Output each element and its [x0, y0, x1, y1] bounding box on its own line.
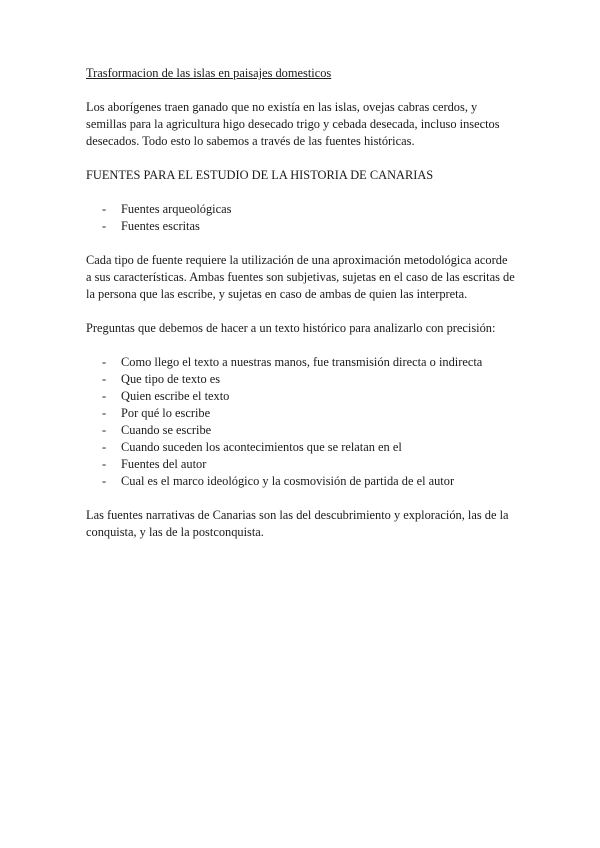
list-item	[86, 371, 516, 388]
list-item-text: Cual es el marco ideológico y la cosmovisión de partida de el autor	[121, 474, 455, 488]
document-page	[86, 65, 516, 558]
list-item	[86, 439, 516, 456]
bullet-dash: -	[102, 457, 107, 471]
list-item-text: Que tipo de texto es	[121, 372, 221, 386]
list-item-text: Fuentes arqueológicas	[121, 202, 232, 216]
bullet-dash: -	[102, 474, 107, 488]
list-item-text: Quien escribe el texto	[121, 389, 230, 403]
intro-paragraph: Los aborígenes traen ganado que no existía en las islas, ovejas cabras cerdos, y semillas para la agricultura higo desecado trigo y cebada desecada, incluso insectos desecados. Todo esto lo sabemos a través de las fuentes históricas.	[86, 100, 500, 148]
list-item	[86, 422, 516, 439]
list-item-text: Cuando suceden los acontecimientos que se relatan en el	[121, 440, 402, 454]
bullet-dash: -	[102, 440, 107, 454]
list-item-text: Fuentes escritas	[121, 219, 200, 233]
section-heading: FUENTES PARA EL ESTUDIO DE LA HISTORIA DE CANARIAS	[86, 168, 434, 182]
questions-list	[86, 354, 516, 490]
list-item-text: Como llego el texto a nuestras manos, fue transmisión directa o indirecta	[121, 355, 483, 369]
closing-paragraph: Las fuentes narrativas de Canarias son las del descubrimiento y exploración, las de la conquista, y las de la postconquista.	[86, 508, 509, 539]
list-item	[86, 473, 516, 490]
list-item-text: Cuando se escribe	[121, 423, 212, 437]
list-item	[86, 218, 516, 235]
document-title: Trasformacion de las islas en paisajes domesticos	[86, 66, 332, 80]
bullet-dash: -	[102, 355, 107, 369]
bullet-dash: -	[102, 389, 107, 403]
list-item	[86, 388, 516, 405]
bullet-dash: -	[102, 219, 107, 233]
list-item-text: Fuentes del autor	[121, 457, 207, 471]
method-paragraph: Cada tipo de fuente requiere la utilización de una aproximación metodológica acorde a sus características. Ambas fuentes son subjetivas, sujetas en el caso de las escritas de la persona que las escribe, y sujetas en caso de ambas de quien las interpreta.	[86, 253, 515, 301]
bullet-dash: -	[102, 372, 107, 386]
questions-intro: Preguntas que debemos de hacer a un texto histórico para analizarlo con precisión:	[86, 321, 496, 335]
bullet-dash: -	[102, 406, 107, 420]
list-item	[86, 456, 516, 473]
list-item	[86, 354, 516, 371]
list-item	[86, 405, 516, 422]
list-item	[86, 201, 516, 218]
sources-list	[86, 201, 516, 235]
bullet-dash: -	[102, 423, 107, 437]
bullet-dash: -	[102, 202, 107, 216]
list-item-text: Por qué lo escribe	[121, 406, 211, 420]
